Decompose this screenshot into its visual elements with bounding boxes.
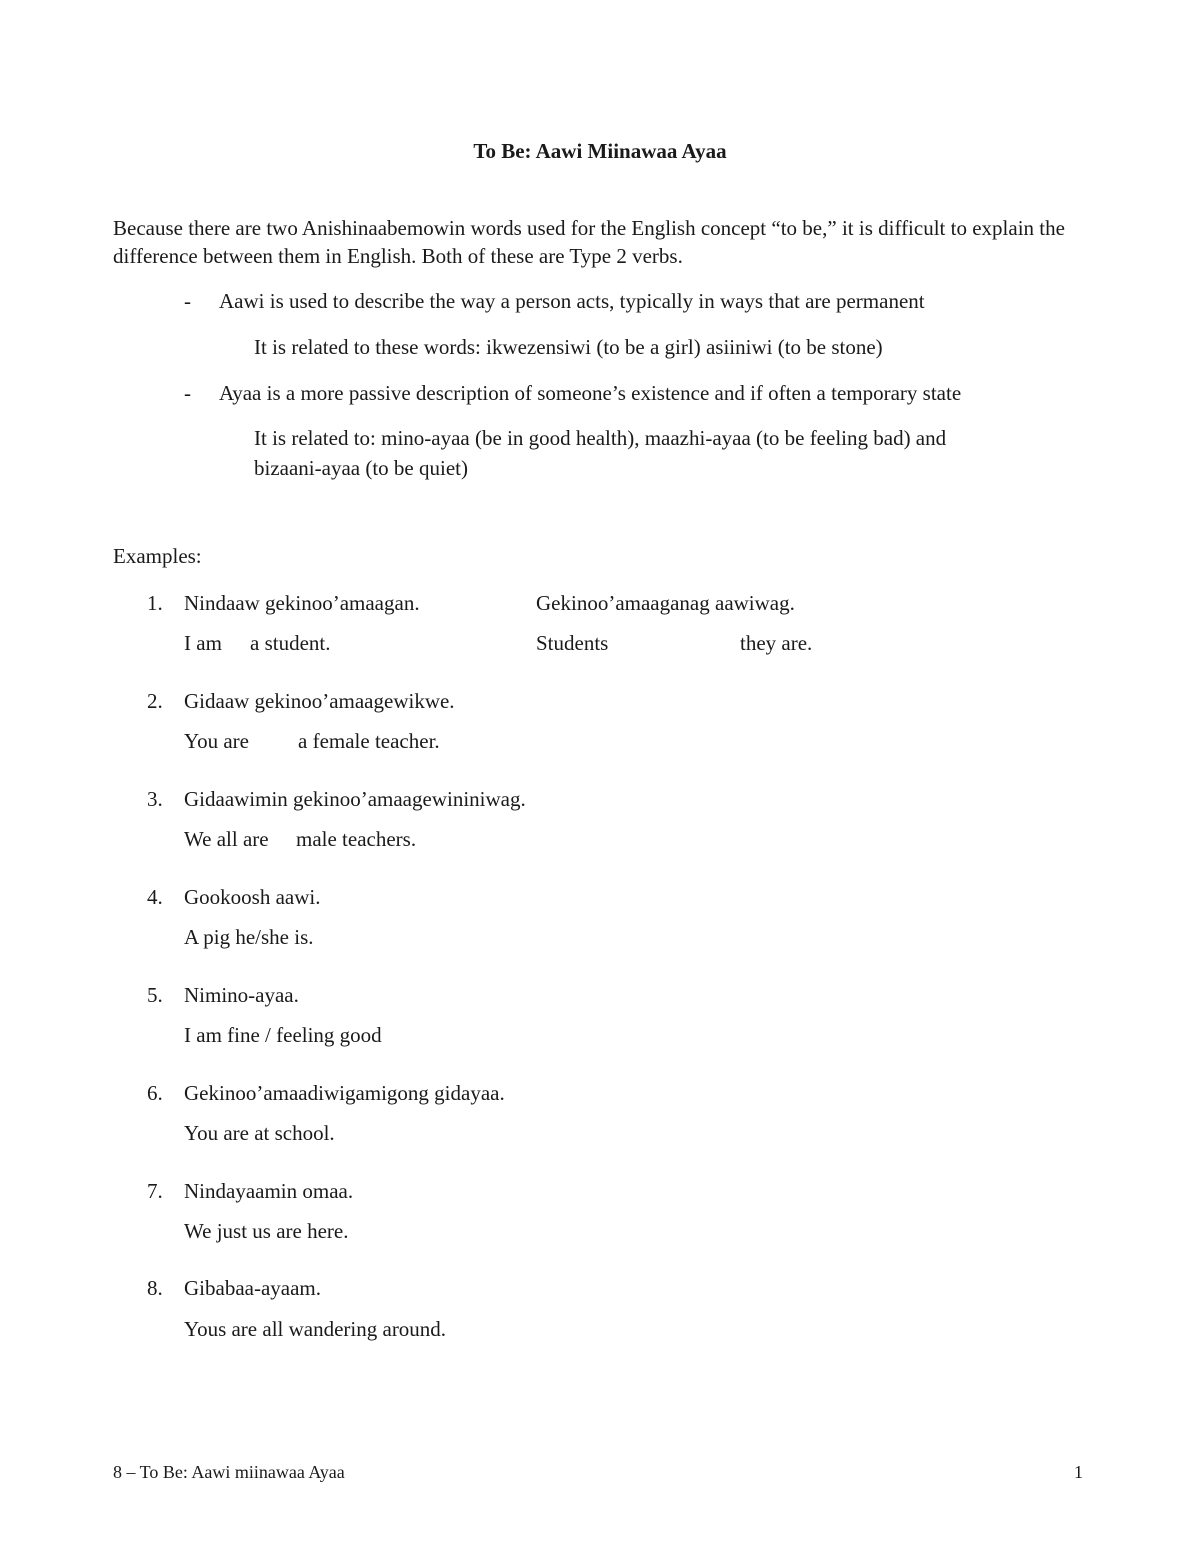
example-ojibwe: Gidaawimin gekinoo’amaagewininiwag. [184,787,526,811]
intro-paragraph: Because there are two Anishinaabemowin words used for the English concept “to be,” it is difficult to explain the difference between them in English. Both of these are Type 2 verbs. [113,216,1065,268]
example-number: 3. [147,787,163,811]
page-title: To Be: Aawi Miinawaa Ayaa [473,139,727,163]
example-english: We all are [184,827,269,851]
example-ojibwe: Gibabaa-ayaam. [184,1276,322,1300]
bullet-subtext: It is related to: mino-ayaa (be in good health), maazhi-ayaa (to be feeling bad) and [254,426,947,450]
example-english: A pig he/she is. [184,925,314,949]
example-english: a student. [250,631,331,655]
page-footer-title: 8 – To Be: Aawi miinawaa Ayaa [113,1462,345,1482]
example-ojibwe: Nindayaamin omaa. [184,1179,354,1203]
example-number: 2. [147,689,163,713]
example-number: 4. [147,885,163,909]
example-number: 7. [147,1179,163,1203]
example-ojibwe: Gidaaw gekinoo’amaagewikwe. [184,689,455,713]
example-ojibwe: Nindaaw gekinoo’amaagan. [184,591,420,615]
example-ojibwe: Gookoosh aawi. [184,885,321,909]
bullet-dash: - [184,381,191,405]
example-english: Yous are all wandering around. [184,1317,447,1341]
example-english: male teachers. [296,827,417,851]
example-english: a female teacher. [298,729,440,753]
page-number: 1 [1074,1462,1083,1482]
examples-heading: Examples: [113,544,202,568]
bullet-subtext: It is related to these words: ikwezensiwi (to be a girl) asiiniwi (to be stone) [254,335,883,359]
example-english: they are. [740,631,813,655]
example-english: Students [536,631,609,655]
example-english: You are at school. [184,1121,335,1145]
example-number: 6. [147,1081,163,1105]
example-ojibwe: Gekinoo’amaadiwigamigong gidayaa. [184,1081,505,1105]
bullet-subtext: bizaani-ayaa (to be quiet) [254,456,468,480]
example-english: I am fine / feeling good [184,1023,382,1047]
example-ojibwe: Gekinoo’amaaganag aawiwag. [536,591,795,615]
example-english: I am [184,631,222,655]
example-number: 8. [147,1276,163,1300]
example-number: 5. [147,983,163,1007]
example-english: You are [184,729,249,753]
example-number: 1. [147,591,163,615]
bullet-text-aawi: Aawi is used to describe the way a person acts, typically in ways that are permanent [219,289,925,313]
bullet-text-ayaa: Ayaa is a more passive description of someone’s existence and if often a temporary state [219,381,962,405]
example-ojibwe: Nimino-ayaa. [184,983,299,1007]
bullet-dash: - [184,289,191,313]
example-english: We just us are here. [184,1219,349,1243]
